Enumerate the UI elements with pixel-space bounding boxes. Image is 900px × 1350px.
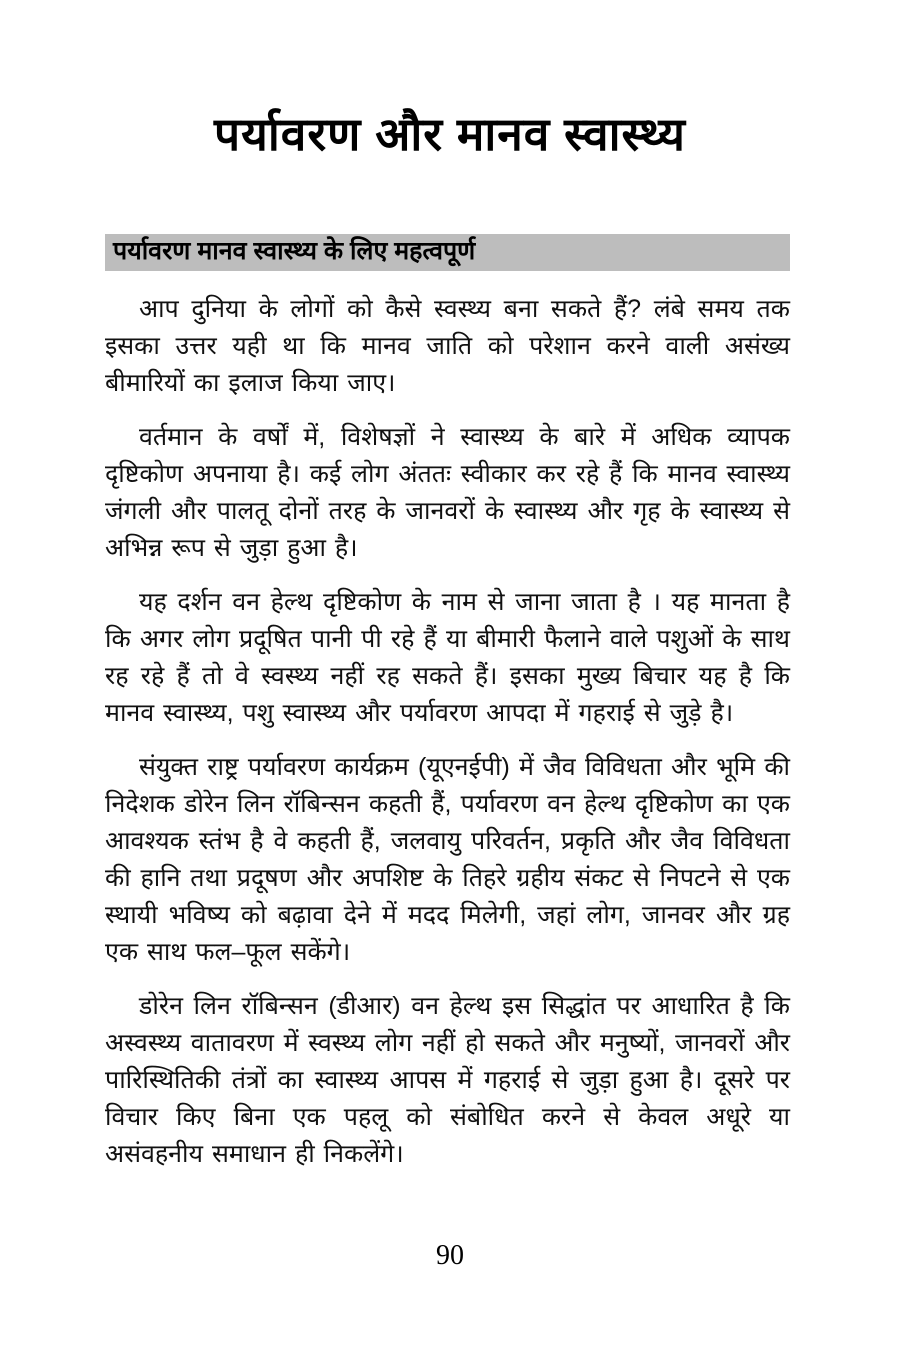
body-paragraph: डोरेन लिन रॉबिन्सन (डीआर) वन हेल्थ इस सिद्धांत पर आधारित है कि अस्वस्थ्य वातावरण में स्वस्थ्य लोग नहीं हो सकते और मनुष्यों, जानवरों और पारिस्थितिकी तंत्रों का स्वास्थ्य आपस में गहराई से जुड़ा हुआ है। दूसरे पर विचार किए बिना एक पहलू को संबोधित करने से केवल अधूरे या असंवहनीय समाधान ही निकलेंगे। xyxy=(105,992,790,1168)
body-paragraph: यह दर्शन वन हेल्थ दृष्टिकोण के नाम से जाना जाता है । यह मानता है कि अगर लोग प्रदूषित पानी पी रहे हैं या बीमारी फैलाने वाले पशुओं के साथ रह रहे हैं तो वे स्वस्थ्य नहीं रह सकते हैं। इसका मुख्य बिचार यह है कि मानव स्वास्थ्य, पशु स्वास्थ्य और पर्यावरण आपदा में गहराई से जुड़े है। xyxy=(105,588,790,727)
section-heading: पर्यावरण मानव स्वास्थ्य के लिए महत्वपूर्ण xyxy=(105,234,790,271)
page-number: 90 xyxy=(436,1240,464,1271)
body-paragraph: आप दुनिया के लोगों को कैसे स्वस्थ्य बना सकते हैं? लंबे समय तक इसका उत्तर यही था कि मानव जाति को परेशान करने वाली असंख्य बीमारियों का इलाज किया जाए। xyxy=(105,295,790,397)
page-title: पर्यावरण और मानव स्वास्थ्य xyxy=(214,108,686,160)
body-text xyxy=(105,291,790,1173)
body-paragraph: वर्तमान के वर्षों में, विशेषज्ञों ने स्वास्थ्य के बारे में अधिक व्यापक दृष्टिकोण अपनाया है। कई लोग अंततः स्वीकार कर रहे हैं कि मानव स्वास्थ्य जंगली और पालतू दोनों तरह के जानवरों के स्वास्थ्य और गृह के स्वास्थ्य से अभिन्न रूप से जुड़ा हुआ है। xyxy=(105,423,790,562)
body-paragraph: संयुक्त राष्ट्र पर्यावरण कार्यक्रम (यूएनईपी) में जैव विविधता और भूमि की निदेशक डोरेन लिन रॉबिन्सन कहती हैं, पर्यावरण वन हेल्थ दृष्टिकोण का एक आवश्यक स्तंभ है वे कहती हैं, जलवायु परिवर्तन, प्रकृति और जैव विविधता की हानि तथा प्रदूषण और अपशिष्ट के तिहरे ग्रहीय संकट से निपटने से एक स्थायी भविष्य को बढ़ावा देने में मदद मिलेगी, जहां लोग, जानवर और ग्रह एक साथ फल–फूल सकेंगे। xyxy=(105,753,790,966)
